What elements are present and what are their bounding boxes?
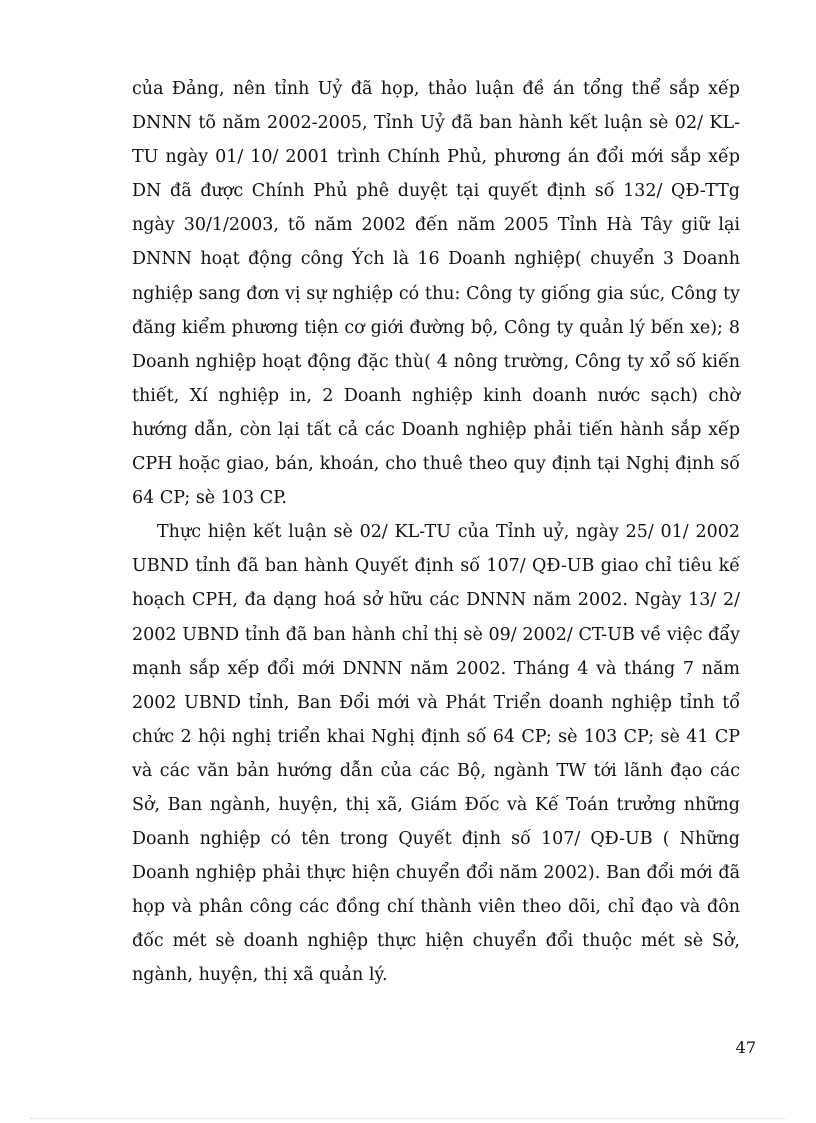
text-line: Doanh nghiệp phải thực hiện chuyển đổi năm 2002). Ban đổi mới đã — [132, 863, 740, 884]
text-line: ngành, huyện, thị xã quản lý. — [132, 965, 388, 986]
page-number: 47 — [735, 1038, 756, 1057]
text-line: đăng kiểm phương tiện cơ giới đường bộ, Công ty quản lý bến xe); 8 — [132, 317, 740, 338]
text-line: 64 CP; sè 103 CP. — [132, 488, 287, 509]
text-line: nghiệp sang đơn vị sự nghiệp có thu: Công ty giống gia súc, Công ty — [132, 283, 740, 304]
text-line: Doanh nghiệp hoạt động đặc thù( 4 nông trường, Công ty xổ số kiến — [132, 351, 740, 372]
text-line: hướng dẫn, còn lại tất cả các Doanh nghiệp phải tiến hành sắp xếp — [132, 419, 740, 440]
text-line: ngày 30/1/2003, tõ năm 2002 đến năm 2005 Tỉnh Hà Tây giữ lại — [132, 215, 740, 236]
text-line: DN đã được Chính Phủ phê duyệt tại quyết định số 132/ QĐ-TTg — [132, 181, 740, 202]
text-line: 2002 UBND tỉnh đã ban hành chỉ thị sè 09/ 2002/ CT-UB về việc đẩy — [132, 624, 740, 645]
text-line: thiết, Xí nghiệp in, 2 Doanh nghiệp kinh doanh nước sạch) chờ — [132, 385, 740, 406]
text-line: 2002 UBND tỉnh, Ban Đổi mới và Phát Triển doanh nghiệp tỉnh tổ — [132, 692, 740, 713]
text-line: đốc mét sè doanh nghiệp thực hiện chuyển đổi thuộc mét sè Sở, — [132, 931, 740, 952]
document-body — [132, 72, 740, 993]
text-line: Thực hiện kết luận sè 02/ KL-TU của Tỉnh uỷ, ngày 25/ 01/ 2002 — [157, 522, 740, 543]
text-line: UBND tỉnh đã ban hành Quyết định số 107/ QĐ-UB giao chỉ tiêu kế — [132, 556, 740, 577]
text-line: và các văn bản hướng dẫn của các Bộ, ngành TW tới lãnh đạo các — [132, 760, 740, 781]
text-line: họp và phân công các đồng chí thành viên theo dõi, chỉ đạo và đôn — [132, 897, 740, 918]
paragraph-1 — [132, 72, 740, 515]
text-line: hoạch CPH, đa dạng hoá sở hữu các DNNN năm 2002. Ngày 13/ 2/ — [132, 590, 740, 611]
text-line: Doanh nghiệp có tên trong Quyết định số 107/ QĐ-UB ( Những — [132, 829, 740, 850]
page-bottom-divider — [30, 1118, 786, 1119]
text-line: CPH hoặc giao, bán, khoán, cho thuê theo quy định tại Nghị định số — [132, 454, 740, 475]
text-line: chức 2 hội nghị triển khai Nghị định số 64 CP; sè 103 CP; sè 41 CP — [132, 726, 740, 747]
text-line: mạnh sắp xếp đổi mới DNNN năm 2002. Tháng 4 và tháng 7 năm — [132, 658, 740, 679]
text-line: DNNN tõ năm 2002-2005, Tỉnh Uỷ đã ban hành kết luận sè 02/ KL- — [132, 113, 740, 134]
text-line: Sở, Ban ngành, huyện, thị xã, Giám Đốc và Kế Toán trưởng những — [132, 794, 740, 815]
text-line: DNNN hoạt động công Ých là 16 Doanh nghiệp( chuyển 3 Doanh — [132, 249, 740, 270]
text-line: của Đảng, nên tỉnh Uỷ đã họp, thảo luận đề án tổng thể sắp xếp — [132, 79, 740, 99]
paragraph-2 — [132, 515, 740, 992]
text-line: TU ngày 01/ 10/ 2001 trình Chính Phủ, phương án đổi mới sắp xếp — [132, 147, 740, 168]
